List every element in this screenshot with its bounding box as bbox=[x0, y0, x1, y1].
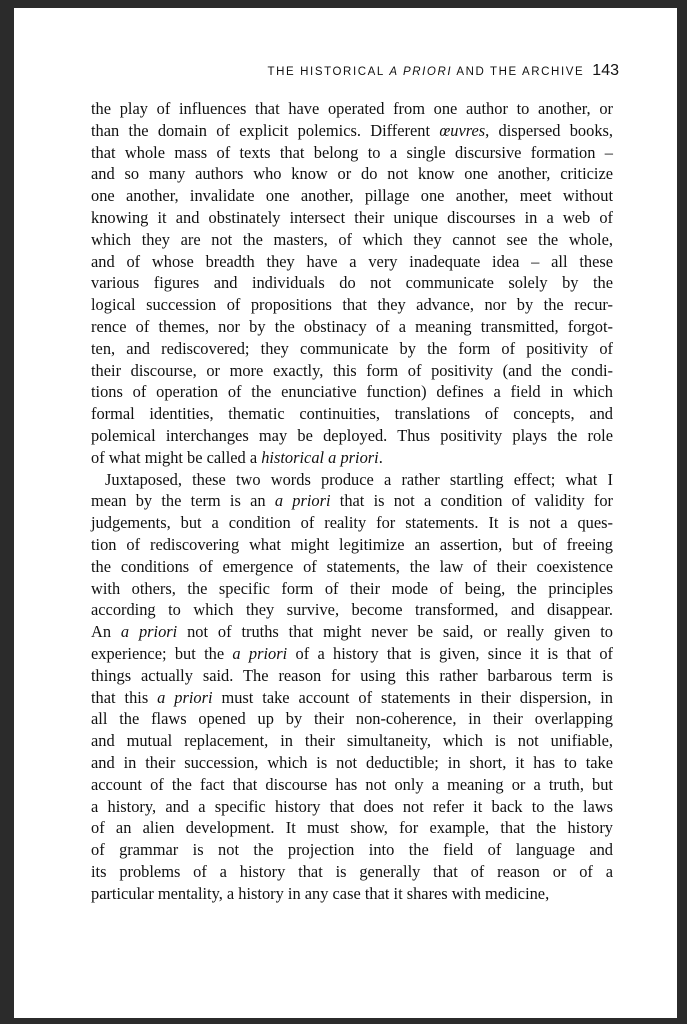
text-segment: a history, and a specific history that does not refer it back to the laws bbox=[91, 796, 613, 816]
italic-text: a priori bbox=[232, 643, 288, 663]
italic-text: historical a priori bbox=[261, 447, 379, 467]
text-segment: various figures and individuals do not communicate solely by the bbox=[91, 273, 613, 293]
text-segment: of an alien development. It must show, for example, that the history bbox=[91, 818, 613, 838]
paragraph bbox=[91, 469, 613, 905]
text-line bbox=[91, 98, 613, 120]
text-line bbox=[91, 338, 613, 360]
text-segment: of what might be called a bbox=[91, 447, 262, 467]
text-line bbox=[91, 403, 613, 425]
running-head bbox=[34, 62, 619, 80]
text-line bbox=[91, 512, 613, 534]
text-line bbox=[91, 229, 613, 251]
text-line bbox=[91, 687, 613, 709]
text-segment: account of the fact that discourse has not only a meaning or a truth, but bbox=[91, 774, 613, 794]
book-page bbox=[14, 8, 677, 1018]
text-segment: ten, and rediscovered; they communicate by the form of positivity of bbox=[91, 338, 613, 358]
text-segment: tion of rediscovering what might legitimize an assertion, but of freeing bbox=[91, 534, 613, 554]
body-text bbox=[91, 98, 613, 904]
text-line bbox=[91, 425, 613, 447]
text-segment: that is not a condition of validity for bbox=[330, 491, 613, 511]
text-line bbox=[91, 447, 613, 469]
text-line bbox=[91, 817, 613, 839]
text-segment: rence of themes, nor by the obstinacy of a meaning transmitted, forgot- bbox=[91, 316, 613, 336]
text-line bbox=[91, 643, 613, 665]
text-line bbox=[91, 774, 613, 796]
running-head-title bbox=[268, 66, 585, 78]
text-line bbox=[91, 294, 613, 316]
text-segment: their discourse, or more exactly, this form of positivity (and the condi- bbox=[91, 360, 613, 380]
text-segment: that whole mass of texts that belong to a single discursive formation – bbox=[91, 142, 613, 162]
text-line bbox=[91, 534, 613, 556]
text-segment: one another, invalidate one another, pillage one another, meet without bbox=[91, 186, 613, 206]
text-line bbox=[91, 730, 613, 752]
text-line bbox=[91, 120, 613, 142]
text-segment: than the domain of explicit polemics. Different bbox=[91, 120, 440, 140]
text-segment: and mutual replacement, in their simultaneity, which is not unifiable, bbox=[91, 731, 613, 751]
page-number: 143 bbox=[592, 62, 619, 79]
text-segment: . bbox=[378, 447, 383, 467]
text-segment: and in their succession, which is not deductible; in short, it has to take bbox=[91, 752, 613, 772]
text-line bbox=[91, 142, 613, 164]
text-segment: of grammar is not the projection into the field of language and bbox=[91, 840, 613, 860]
text-segment: the play of influences that have operated from one author to another, or bbox=[91, 99, 613, 118]
text-line bbox=[91, 163, 613, 185]
text-segment: mean by the term is an bbox=[91, 491, 275, 511]
running-head-title-part: THE HISTORICAL bbox=[267, 66, 390, 78]
text-segment: particular mentality, a history in any case that it shares with medicine, bbox=[91, 883, 550, 903]
text-line bbox=[91, 469, 613, 491]
text-segment: all the flaws opened up by their non-coherence, in their overlapping bbox=[91, 709, 613, 729]
italic-text: a priori bbox=[274, 491, 331, 511]
text-segment: things actually said. The reason for using this rather barbarous term is bbox=[91, 665, 613, 685]
text-segment: and so many authors who know or do not know one another, criticize bbox=[91, 164, 613, 184]
text-segment: , dispersed books, bbox=[485, 120, 613, 140]
text-line bbox=[91, 207, 613, 229]
text-line bbox=[91, 861, 613, 883]
italic-text: a priori bbox=[120, 622, 178, 642]
text-segment: logical succession of propositions that they advance, nor by the recur- bbox=[91, 295, 613, 315]
text-line bbox=[91, 316, 613, 338]
running-head-title-italic: A PRIORI bbox=[389, 66, 453, 78]
text-segment: with others, the specific form of their mode of being, the principles bbox=[91, 578, 613, 598]
text-segment: knowing it and obstinately intersect their unique discourses in a web of bbox=[91, 207, 613, 227]
text-segment: its problems of a history that is generally that of reason or of a bbox=[91, 861, 613, 881]
text-line bbox=[91, 621, 613, 643]
text-line bbox=[91, 665, 613, 687]
text-line bbox=[91, 185, 613, 207]
running-head-title-part: AND THE ARCHIVE bbox=[452, 66, 585, 78]
text-line bbox=[91, 708, 613, 730]
text-segment: according to which they survive, become transformed, and disappear. bbox=[91, 600, 613, 620]
text-segment: judgements, but a condition of reality for statements. It is not a ques- bbox=[91, 513, 613, 533]
text-line bbox=[91, 796, 613, 818]
text-segment: not of truths that might never be said, or really given to bbox=[177, 622, 613, 642]
text-line bbox=[91, 490, 613, 512]
text-line bbox=[91, 381, 613, 403]
text-line bbox=[91, 556, 613, 578]
text-line bbox=[91, 839, 613, 861]
text-segment: experience; but the bbox=[91, 643, 233, 663]
text-segment: that this bbox=[91, 687, 158, 707]
italic-text: œuvres bbox=[439, 120, 486, 140]
text-segment: polemical interchanges may be deployed. Thus positivity plays the role bbox=[91, 425, 613, 445]
text-segment: of a history that is given, since it is that of bbox=[287, 643, 613, 663]
text-segment: must take account of statements in their dispersion, in bbox=[212, 687, 613, 707]
text-line bbox=[91, 360, 613, 382]
text-line bbox=[91, 272, 613, 294]
text-line bbox=[91, 599, 613, 621]
text-segment: formal identities, thematic continuities, translations of concepts, and bbox=[91, 404, 613, 424]
text-line bbox=[91, 883, 613, 905]
text-segment: the conditions of emergence of statements, the law of their coexistence bbox=[91, 556, 613, 576]
text-segment: An bbox=[91, 622, 121, 642]
text-segment: and of whose breadth they have a very inadequate idea – all these bbox=[91, 251, 613, 271]
text-segment: tions of operation of the enunciative function) defines a field in which bbox=[91, 382, 613, 402]
text-segment: which they are not the masters, of which they cannot see the whole, bbox=[91, 229, 613, 249]
paragraph bbox=[91, 98, 613, 469]
text-line bbox=[91, 578, 613, 600]
text-line bbox=[91, 752, 613, 774]
italic-text: a priori bbox=[157, 687, 213, 707]
text-segment: Juxtaposed, these two words produce a rather startling effect; what I bbox=[105, 469, 613, 489]
text-line bbox=[91, 251, 613, 273]
